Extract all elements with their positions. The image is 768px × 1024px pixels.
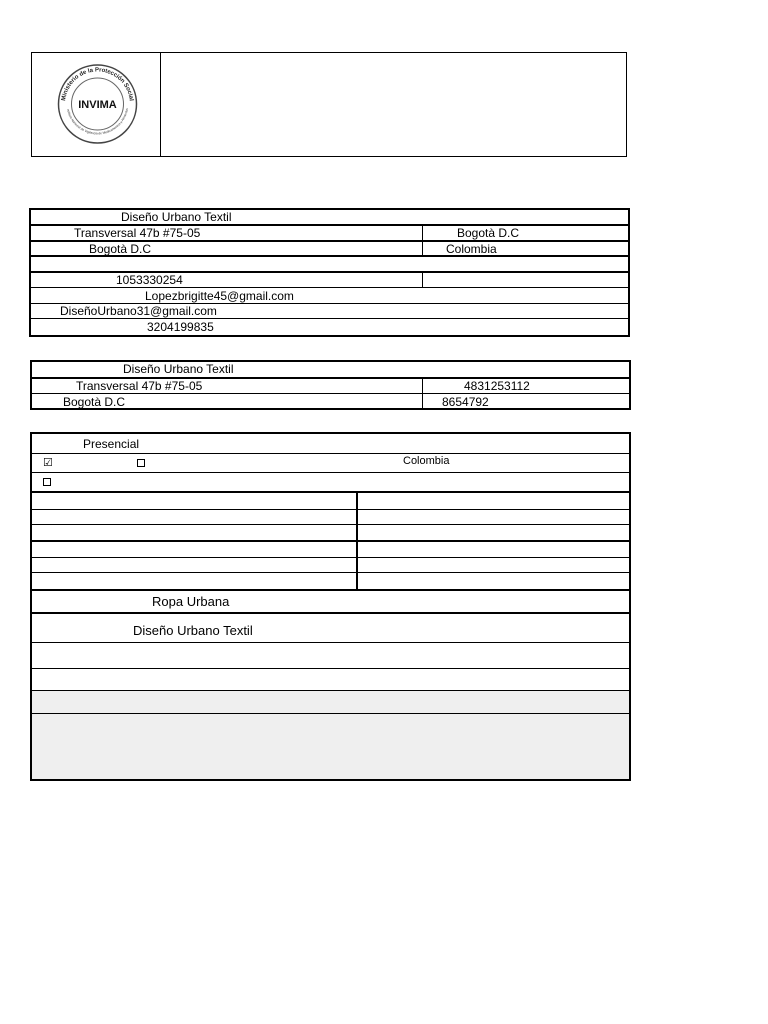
s2-phone: 4831253112 xyxy=(464,379,530,393)
invima-logo xyxy=(55,63,140,145)
header-divider xyxy=(160,52,161,157)
checkbox-3[interactable] xyxy=(43,478,51,486)
shaded-row-1 xyxy=(32,691,629,713)
s1-city: Bogotà D.C xyxy=(89,242,152,256)
s1-id-number: 1053330254 xyxy=(116,273,183,287)
s1-phone: 3204199835 xyxy=(147,320,214,334)
s1-email-company: DiseñoUrbano31@gmail.com xyxy=(60,304,217,318)
s2-phone2: 8654792 xyxy=(442,395,489,409)
s2-city: Bogotà D.C xyxy=(63,395,126,409)
checkbox-1[interactable]: ☑ xyxy=(43,457,53,469)
checkbox-2[interactable] xyxy=(137,459,145,467)
s1-address: Transversal 47b #75-05 xyxy=(74,226,201,240)
s2-company-name: Diseño Urbano Textil xyxy=(123,362,234,376)
logo-ring-bottom: nstituto Nacional de Vigilancia de Medicamentos y Alimentos xyxy=(66,107,130,136)
s3-modality: Presencial xyxy=(83,437,140,451)
shaded-area xyxy=(32,714,629,779)
s1-company-name: Diseño Urbano Textil xyxy=(121,210,232,224)
s3-brand-name: Diseño Urbano Textil xyxy=(133,623,253,638)
s1-city-right: Bogotà D.C xyxy=(457,226,520,240)
logo-brand: INVIMA xyxy=(78,99,117,111)
s1-email-personal: Lopezbrigitte45@gmail.com xyxy=(145,289,294,303)
s3-country: Colombia xyxy=(403,455,450,467)
logo-ring-top: Ministerio de la Protección Social xyxy=(61,67,134,102)
s2-address: Transversal 47b #75-05 xyxy=(76,379,203,393)
s1-country: Colombia xyxy=(446,242,497,256)
s3-product: Ropa Urbana xyxy=(152,594,230,609)
